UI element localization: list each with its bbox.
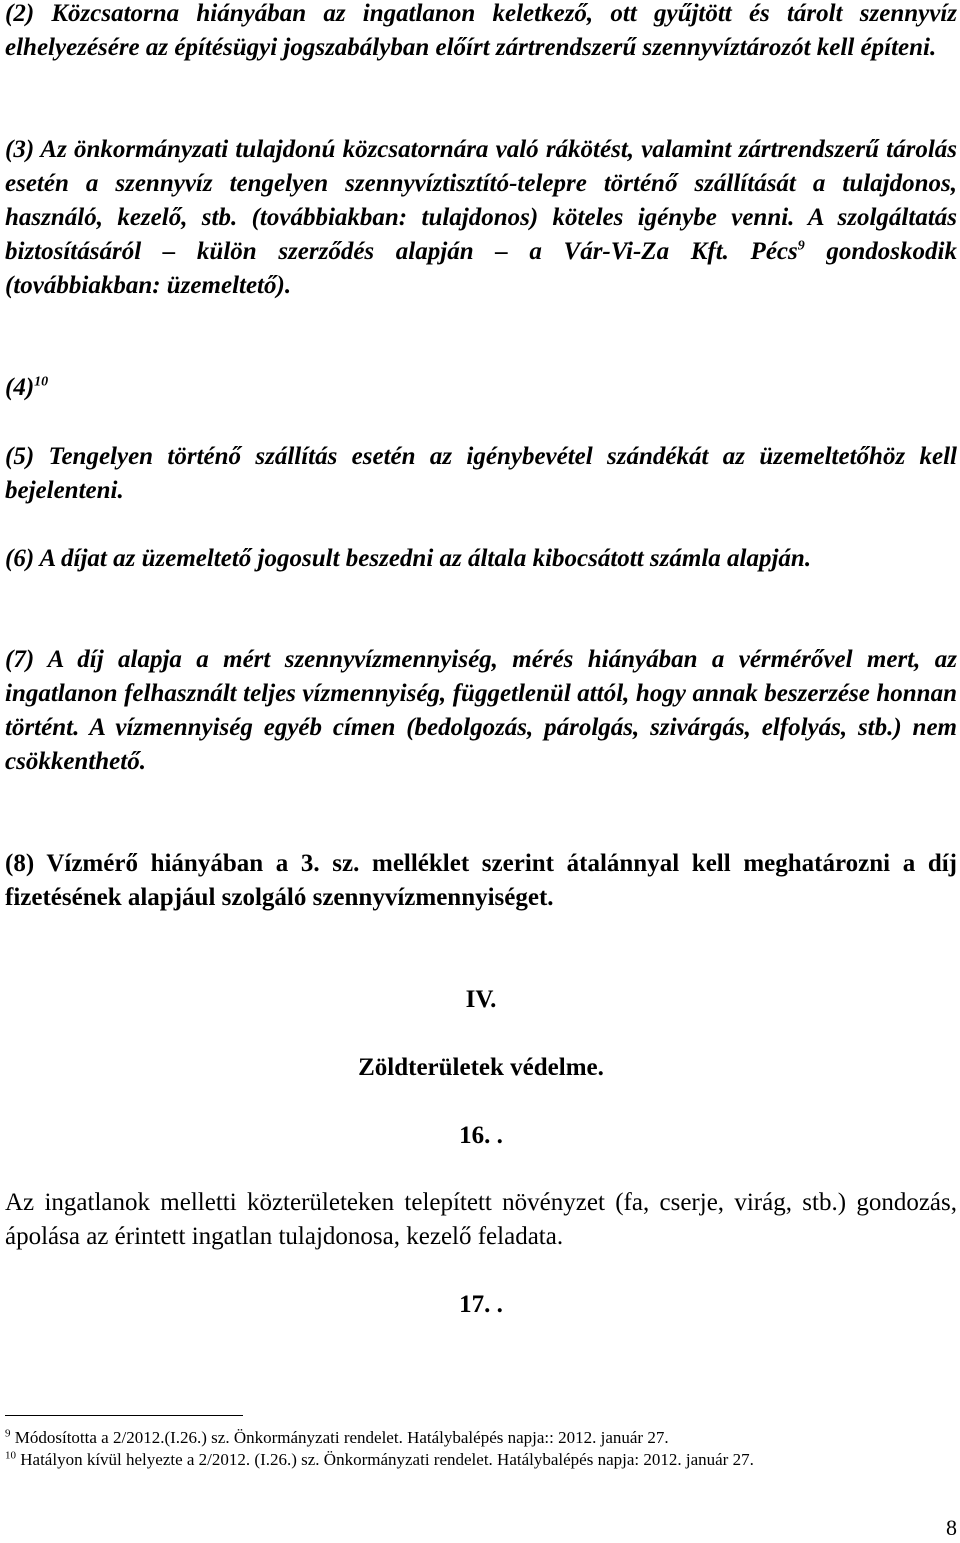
section-16-text: Az ingatlanok melletti közterületeken telepített növényzet (fa, cserje, virág, stb.) gondozás, ápolása az érintett ingatlan tulajdonosa, kezelő feladata. <box>5 1189 957 1250</box>
section-17-heading: 17. . <box>459 1291 503 1318</box>
footnote-10-number: 10 <box>5 1449 16 1462</box>
paragraph-3-text-end: gondoskodik (továbbiakban: üzemeltető). <box>5 238 957 299</box>
paragraph-8: (8) Vízmérő hiányában a 3. sz. melléklet szerint átalánnyal kell meghatározni a díj fizetésének alapjául szolgáló szennyvízmennyiséget. <box>5 850 957 911</box>
page-number: 8 <box>946 1515 957 1540</box>
footnote-ref-9[interactable]: 9 <box>797 238 805 254</box>
paragraph-5: (5) Tengelyen történő szállítás esetén az igénybevétel szándékát az üzemeltetőhöz kell bejelenteni. <box>5 443 957 504</box>
paragraph-4-label: (4) <box>5 374 35 401</box>
paragraph-7: (7) A díj alapja a mért szennyvízmennyiség, mérés hiányában a vérmérővel mert, az ingatlanon felhasznált teljes vízmennyiség, függetlenül attól, hogy annak beszerzése honnan történt. A vízmennyiség egyéb címen (bedolgozás, párolgás, szivárgás, elfolyás, stb.) nem csökkenthető. <box>5 646 957 775</box>
paragraph-2: (2) Közcsatorna hiányában az ingatlanon keletkező, ott gyűjtött és tárolt szennyvíz elhelyezésére az építésügyi jogszabályban előírt zártrendszerű szennyvíztározót kell építeni. <box>5 0 957 61</box>
section-16-heading: 16. . <box>459 1122 503 1149</box>
paragraph-3 <box>5 133 957 303</box>
chapter-title: Zöldterületek védelme. <box>358 1054 604 1081</box>
paragraph-6: (6) A díjat az üzemeltető jogosult beszedni az általa kibocsátott számla alapján. <box>5 545 812 572</box>
footnote-separator <box>5 1415 243 1416</box>
paragraph-4 <box>5 371 957 405</box>
footnote-10-text: Hatályon kívül helyezte a 2/2012. (I.26.) sz. Önkormányzati rendelet. Hatálybalépés napja: 2012. január 27. <box>16 1450 754 1469</box>
footnote-ref-10[interactable]: 10 <box>34 374 49 390</box>
footnote-9-text: Módosította a 2/2012.(I.26.) sz. Önkormányzati rendelet. Hatálybalépés napja:: 2012. január 27. <box>10 1428 669 1447</box>
footnote-9 <box>5 1428 957 1448</box>
chapter-number: IV. <box>465 986 497 1013</box>
paragraph-3-text: (3) Az önkormányzati tulajdonú közcsatornára való rákötést, valamint zártrendszerű tárolás esetén a szennyvíz tengelyen szennyvíztisztító-telepre történő szállítását a tulajdonos, használó, kezelő, stb. (továbbiakban: tulajdonos) köteles igénybe venni. A szolgáltatás biztosításáról – külön szerződés alapján – a Vár-Vi-Za Kft. Pécs <box>5 136 957 265</box>
footnote-9-number: 9 <box>5 1427 11 1440</box>
footnote-10 <box>5 1450 957 1470</box>
